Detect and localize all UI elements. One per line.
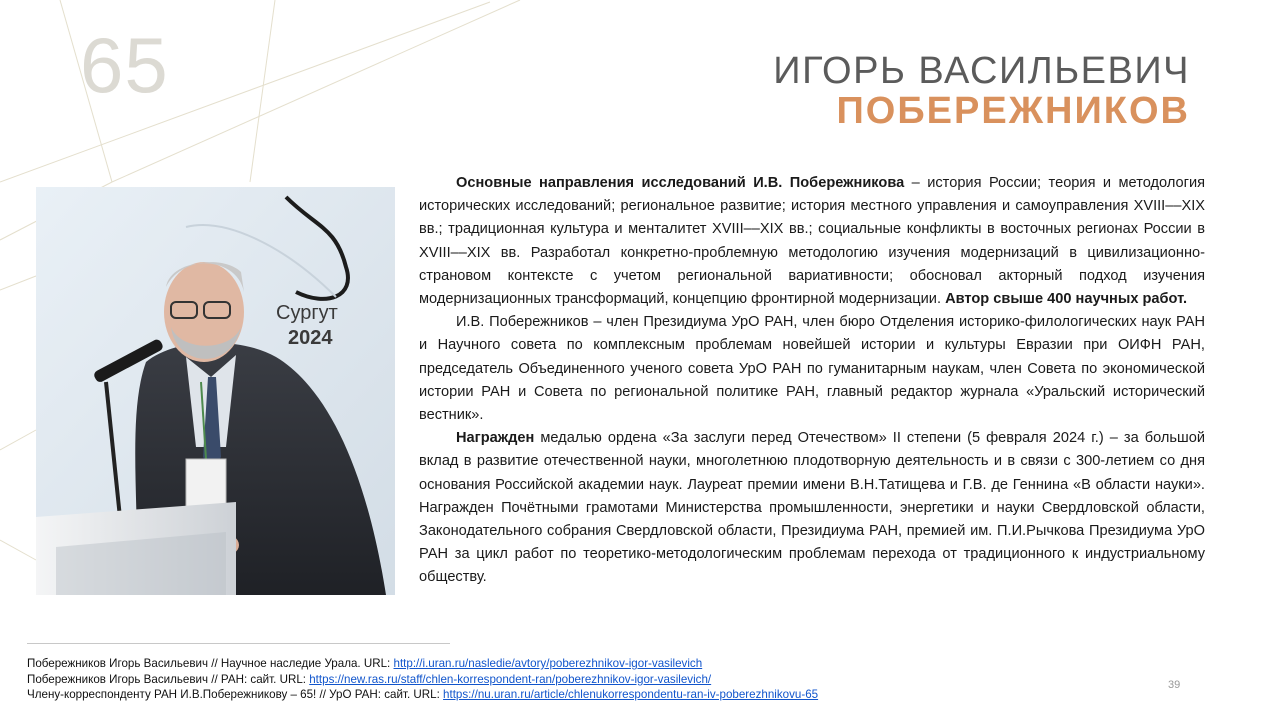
awards-text: медалью ордена «За заслуги перед Отечеством» II степени (5 февраля 2024 г.) – за большой вклад в развитие отечественной науки, многолетнюю плодотворную деятельность и в связи с 300-летием со дня основания Российской академии наук. Лауреат премии имени В.Н.Татищева и Г.В. де Геннина «В области науки». Награжден Почётными грамотами Министерства промышленности, энергетики и науки Свердловской области, Законодательного собрания Свердловской области, Президиума РАН, премией им. П.И.Рычкова Президиума УрО РАН за цикл работ по теоретико-методологическим проблемам перехода от традиционного к индустриальному обществу. (419, 430, 1205, 586)
banner-city-text: Сургут (276, 302, 338, 324)
portrait-photo (36, 187, 395, 595)
reference-item (27, 687, 1127, 703)
research-paragraph (419, 172, 1205, 311)
page-title (773, 52, 1190, 130)
title-first-names: ИГОРЬ ВАСИЛЬЕВИЧ (773, 50, 1190, 92)
works-count: Автор свыше 400 научных работ. (945, 291, 1188, 308)
reference-item (27, 656, 1127, 672)
reference-text: Члену-корреспонденту РАН И.В.Побережникову – 65! // УрО РАН: сайт. URL: (27, 688, 444, 702)
page-number: 39 (1168, 679, 1181, 691)
membership-paragraph (419, 311, 1205, 427)
reference-link[interactable]: https://new.ras.ru/staff/chlen-korrespondent-ran/poberezhnikov-igor-vasilevich/ (309, 672, 712, 686)
reference-text: Побережников Игорь Васильевич // Научное наследие Урала. URL: (27, 657, 394, 670)
title-surname: ПОБЕРЕЖНИКОВ (836, 90, 1190, 132)
reference-text: Побережников Игорь Васильевич // РАН: сайт. URL: (27, 672, 310, 686)
awards-lead: Награжден (456, 430, 535, 447)
reference-link[interactable]: http://i.uran.ru/nasledie/avtory/poberezhnikov-igor-vasilevich (393, 657, 703, 670)
awards-paragraph (419, 427, 1205, 589)
slide-number-decor: 65 (80, 21, 169, 109)
membership-text: И.В. Побережников – член Президиума УрО РАН, член бюро Отделения историко-филологических наук РАН и Научного совета по комплексным проблемам новейшей истории и культуры Евразии при ОИФН РАН, председатель Объединенного ученого совета УрО РАН по гуманитарным наукам, член Совета по экономической истории РАН и Совета по региональной политике РАН, главный редактор журнала «Уральский исторический вестник». (419, 314, 1205, 424)
reference-link[interactable]: https://nu.uran.ru/article/chlenukorrespondentu-ran-iv-poberezhnikovu-65 (443, 688, 819, 702)
research-text: – история России; теория и методология исторических исследований; региональное развитие; история местного управления и самоуправления XVIII––XIX вв.; традиционная культура и менталитет XVIII––XIX вв.; социальные конфликты в восточных регионах России в XVIII––XIX вв. Разработал конкретно-проблемную методологию изучения модернизаций в цивилизационно-страновом контексте с учетом региональной вариативности; обосновал акторный подход изучения модернизационных трансформаций, концепцию фронтирной модернизации. (419, 175, 1205, 308)
research-lead: Основные направления исследований И.В. Побережникова (456, 175, 905, 191)
biography-text (419, 172, 1205, 590)
references-list (27, 656, 1127, 703)
banner-year-text: 2024 (288, 327, 333, 349)
reference-item (27, 672, 1127, 688)
references-divider (27, 643, 450, 644)
